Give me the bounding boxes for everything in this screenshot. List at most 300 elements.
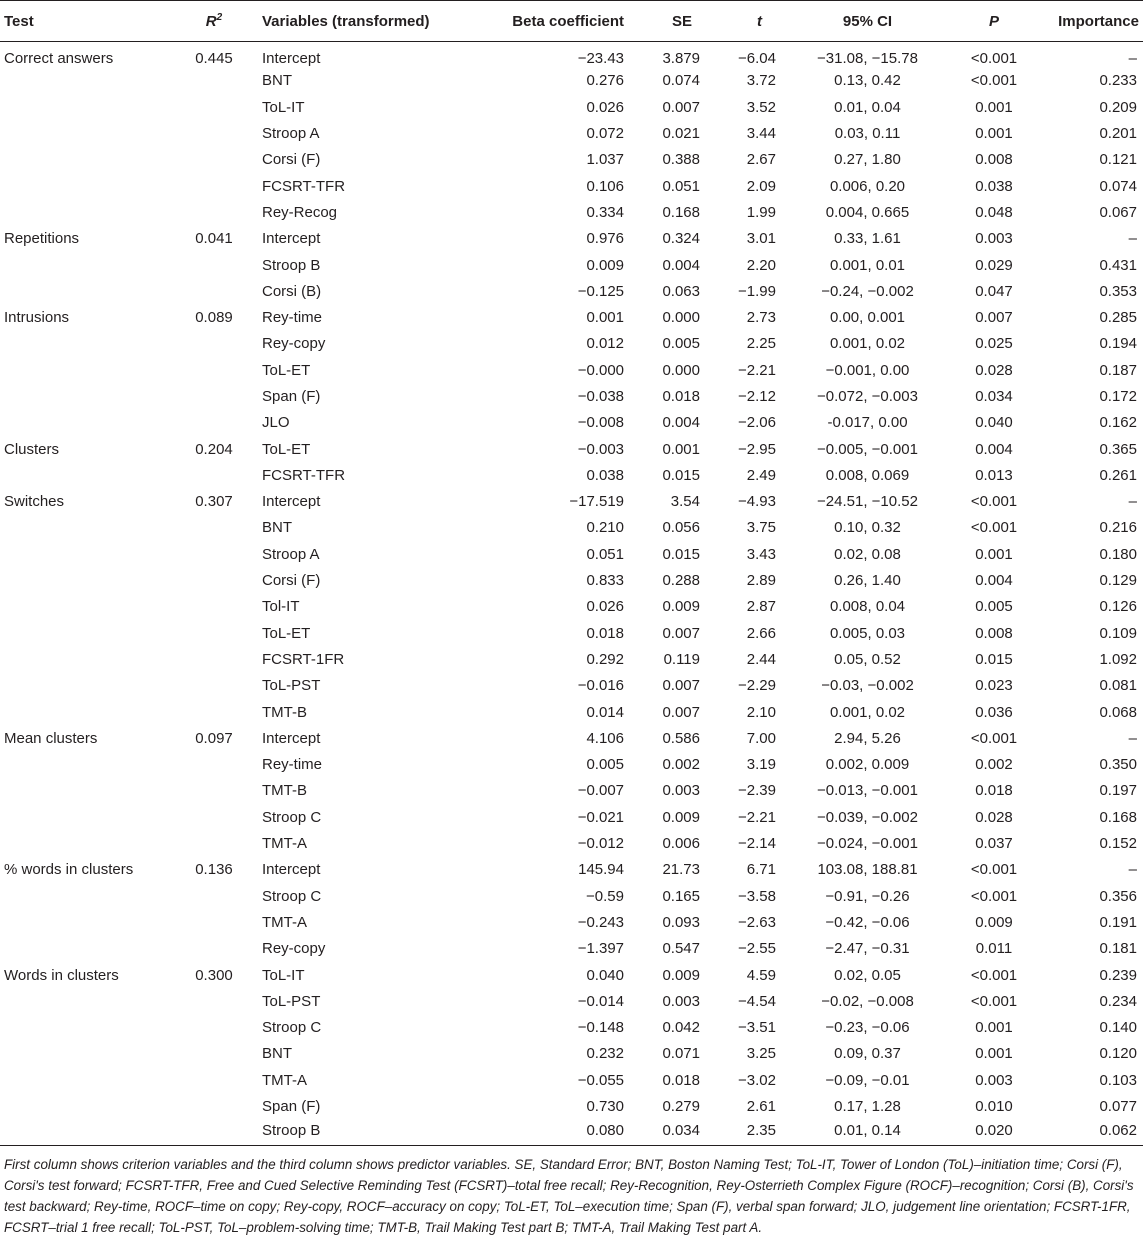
cell-importance: 0.121 xyxy=(1099,151,1137,169)
cell-test xyxy=(0,646,170,672)
cell-r2 xyxy=(170,199,258,225)
cell-se: 0.007 xyxy=(662,98,700,116)
cell-t: 2.35 xyxy=(700,1120,780,1146)
cell-r2 xyxy=(170,383,258,409)
cell-beta: 0.976 xyxy=(586,230,624,248)
cell-importance: 0.152 xyxy=(1099,835,1137,853)
cell-ci: −31.08, −15.78 xyxy=(817,50,918,68)
cell-p: 0.002 xyxy=(975,756,1013,774)
cell-beta: 0.051 xyxy=(586,545,624,563)
cell-ci: −2.47, −0.31 xyxy=(825,940,910,958)
cell-test xyxy=(0,1120,170,1146)
cell-t: 4.59 xyxy=(746,966,776,984)
cell-r2 xyxy=(170,541,258,567)
cell-se: 0.007 xyxy=(662,703,700,721)
table-row xyxy=(0,1041,1143,1067)
cell-test xyxy=(0,357,170,383)
cell-se: 0.004 xyxy=(662,256,700,274)
cell-t: 3.19 xyxy=(746,756,776,774)
cell-variable: Span (F) xyxy=(262,388,321,405)
cell-r2 xyxy=(170,1093,258,1119)
cell-ci: -0.017, 0.00 xyxy=(827,414,908,432)
cell-se: 0.071 xyxy=(662,1045,700,1063)
cell-p: <0.001 xyxy=(970,72,1018,90)
cell-r2: 0.097 xyxy=(195,729,233,747)
cell-r2 xyxy=(170,120,258,146)
cell-variable: BNT xyxy=(262,519,292,537)
cell-test xyxy=(0,199,170,225)
cell-ci: −24.51, −10.52 xyxy=(817,493,918,511)
cell-importance: 0.201 xyxy=(1099,125,1137,143)
cell-t: 7.00 xyxy=(746,729,776,747)
cell-r2 xyxy=(170,515,258,541)
cell-p: 0.003 xyxy=(975,1071,1013,1089)
cell-ci: 103.08, 188.81 xyxy=(817,861,918,879)
cell-test xyxy=(0,252,170,278)
cell-p: 0.047 xyxy=(975,282,1013,300)
cell-test xyxy=(0,410,170,436)
cell-ci: −0.23, −0.06 xyxy=(825,1019,910,1037)
cell-variable: FCSRT-TFR xyxy=(262,177,346,195)
cell-t: −2.14 xyxy=(738,835,776,853)
cell-se: 0.586 xyxy=(662,729,700,747)
cell-variable: BNT xyxy=(262,1045,292,1063)
cell-importance: 0.350 xyxy=(1099,756,1137,774)
cell-ci: 0.02, 0.08 xyxy=(834,545,901,563)
cell-ci: 0.17, 1.28 xyxy=(834,1098,901,1116)
cell-importance: 0.191 xyxy=(1099,913,1137,931)
cell-importance: 0.181 xyxy=(1099,940,1137,958)
cell-beta: −0.59 xyxy=(586,887,624,905)
table-row xyxy=(0,646,1143,672)
cell-test xyxy=(0,147,170,173)
cell-beta: 0.833 xyxy=(586,572,624,590)
cell-beta: −0.055 xyxy=(577,1071,624,1089)
cell-se: 0.168 xyxy=(662,203,700,221)
header-variables: Variables (transformed) xyxy=(258,1,456,42)
cell-ci: 0.33, 1.61 xyxy=(834,230,901,248)
cell-se: 0.000 xyxy=(662,309,700,327)
cell-importance: 0.168 xyxy=(1099,808,1137,826)
cell-beta: 0.334 xyxy=(586,203,624,221)
cell-t: 2.67 xyxy=(746,151,776,169)
cell-r2: 0.089 xyxy=(195,309,233,327)
cell-p: 0.034 xyxy=(975,388,1013,405)
cell-ci: 0.26, 1.40 xyxy=(834,572,901,590)
cell-ci: −0.91, −0.26 xyxy=(825,887,910,905)
table-row xyxy=(0,147,1143,173)
cell-importance: 0.187 xyxy=(1099,361,1137,379)
table-row xyxy=(0,830,1143,856)
cell-variable: Corsi (F) xyxy=(262,151,321,169)
cell-se: 0.009 xyxy=(662,598,700,616)
cell-test xyxy=(0,594,170,620)
cell-se: 0.021 xyxy=(662,125,700,143)
cell-p: 0.008 xyxy=(975,624,1013,642)
cell-p: 0.010 xyxy=(975,1098,1013,1116)
table-row xyxy=(0,594,1143,620)
cell-se: 0.018 xyxy=(662,1071,700,1089)
cell-ci: 0.27, 1.80 xyxy=(834,151,901,169)
cell-r2 xyxy=(170,673,258,699)
cell-t: −2.95 xyxy=(738,440,776,458)
table-row xyxy=(0,42,1143,68)
table-row xyxy=(0,120,1143,146)
cell-importance: 0.353 xyxy=(1099,282,1137,300)
cell-importance: 0.172 xyxy=(1099,388,1137,405)
cell-ci: −0.42, −0.06 xyxy=(825,913,910,931)
cell-beta: −0.148 xyxy=(577,1019,624,1037)
cell-r2 xyxy=(170,1067,258,1093)
table-row xyxy=(0,1120,1143,1146)
cell-r2 xyxy=(170,94,258,120)
cell-ci: −0.005, −0.001 xyxy=(817,440,918,458)
cell-p: <0.001 xyxy=(970,519,1018,537)
cell-t: 2.25 xyxy=(746,335,776,353)
table-row xyxy=(0,199,1143,225)
cell-se: 0.000 xyxy=(662,361,700,379)
cell-variable: Intercept xyxy=(262,493,321,511)
cell-p: 0.007 xyxy=(975,309,1013,327)
cell-test xyxy=(0,830,170,856)
cell-importance: – xyxy=(1128,230,1137,248)
cell-se: 3.879 xyxy=(662,50,700,68)
cell-se: 0.015 xyxy=(662,545,700,563)
cell-r2 xyxy=(170,988,258,1014)
cell-importance: 1.092 xyxy=(1099,650,1137,668)
cell-ci: 0.006, 0.20 xyxy=(829,177,906,195)
cell-ci: −0.24, −0.002 xyxy=(821,282,914,300)
cell-importance: 0.129 xyxy=(1099,572,1137,590)
cell-test xyxy=(0,331,170,357)
cell-variable: Rey-copy xyxy=(262,335,326,353)
cell-r2 xyxy=(170,936,258,962)
cell-ci: 0.02, 0.05 xyxy=(834,966,901,984)
cell-t: −2.39 xyxy=(738,782,776,800)
cell-variable: Rey-copy xyxy=(262,940,326,958)
header-beta: Beta coefficient xyxy=(456,1,628,42)
cell-test: Words in clusters xyxy=(4,966,119,984)
cell-r2 xyxy=(170,594,258,620)
cell-se: 0.074 xyxy=(662,72,700,90)
table-row xyxy=(0,173,1143,199)
cell-importance: 0.180 xyxy=(1099,545,1137,563)
cell-t: 3.25 xyxy=(746,1045,776,1063)
cell-test xyxy=(0,541,170,567)
cell-se: 0.034 xyxy=(628,1120,700,1146)
cell-beta: 0.080 xyxy=(456,1120,628,1146)
cell-test xyxy=(0,804,170,830)
cell-se: 0.007 xyxy=(662,677,700,695)
cell-importance: 0.261 xyxy=(1099,466,1137,484)
table-row xyxy=(0,94,1143,120)
cell-test xyxy=(0,1093,170,1119)
header-importance: Importance xyxy=(1033,1,1143,42)
cell-test xyxy=(0,620,170,646)
table-row xyxy=(0,962,1143,988)
cell-importance: – xyxy=(1128,493,1137,511)
cell-p: 0.008 xyxy=(975,151,1013,169)
cell-t: 2.44 xyxy=(746,650,776,668)
cell-se: 0.093 xyxy=(662,913,700,931)
cell-test xyxy=(0,988,170,1014)
cell-beta: 0.018 xyxy=(586,624,624,642)
cell-variable: ToL-ET xyxy=(262,440,311,458)
cell-p: 0.020 xyxy=(955,1120,1033,1146)
cell-beta: −0.003 xyxy=(577,440,624,458)
cell-ci: 0.004, 0.665 xyxy=(825,203,910,221)
table-row xyxy=(0,226,1143,252)
cell-p: 0.023 xyxy=(975,677,1013,695)
table-row xyxy=(0,857,1143,883)
cell-variable: ToL-IT xyxy=(262,98,305,116)
cell-beta: 0.040 xyxy=(586,966,624,984)
cell-ci: −0.013, −0.001 xyxy=(817,782,918,800)
cell-importance: 0.209 xyxy=(1099,98,1137,116)
cell-p: 0.038 xyxy=(975,177,1013,195)
header-row xyxy=(0,1,1143,42)
cell-t: −4.93 xyxy=(738,493,776,511)
cell-p: 0.003 xyxy=(975,230,1013,248)
cell-beta: −0.125 xyxy=(577,282,624,300)
header-ci: 95% CI xyxy=(780,1,955,42)
cell-beta: −0.008 xyxy=(577,414,624,432)
cell-t: −2.21 xyxy=(738,361,776,379)
cell-variable: TMT-A xyxy=(262,1071,307,1089)
cell-variable: BNT xyxy=(262,72,292,90)
cell-se: 0.005 xyxy=(662,335,700,353)
cell-r2 xyxy=(170,1120,258,1146)
table-row xyxy=(0,567,1143,593)
cell-t: 2.87 xyxy=(746,598,776,616)
cell-ci: −0.02, −0.008 xyxy=(821,992,914,1010)
cell-ci: 0.10, 0.32 xyxy=(834,519,901,537)
table-row xyxy=(0,278,1143,304)
cell-variable: Intercept xyxy=(262,861,321,879)
cell-test xyxy=(0,883,170,909)
table-row xyxy=(0,331,1143,357)
cell-importance: – xyxy=(1128,50,1137,68)
cell-variable: Stroop B xyxy=(262,256,321,274)
cell-beta: 1.037 xyxy=(586,151,624,169)
cell-variable: ToL-PST xyxy=(262,992,321,1010)
cell-beta: 0.026 xyxy=(586,98,624,116)
cell-r2: 0.445 xyxy=(195,50,233,68)
table-row xyxy=(0,383,1143,409)
cell-variable: Stroop A xyxy=(262,545,320,563)
cell-ci: 0.00, 0.001 xyxy=(829,309,906,327)
cell-importance: 0.067 xyxy=(1099,203,1137,221)
cell-test xyxy=(0,1067,170,1093)
table-row xyxy=(0,909,1143,935)
cell-t: 3.52 xyxy=(746,98,776,116)
cell-t: 2.61 xyxy=(746,1098,776,1116)
cell-beta: 0.730 xyxy=(586,1098,624,1116)
cell-beta: 0.001 xyxy=(586,309,624,327)
cell-se: 0.279 xyxy=(662,1098,700,1116)
cell-t: −2.29 xyxy=(738,677,776,695)
table-body xyxy=(0,42,1143,1146)
cell-variable: JLO xyxy=(262,414,290,432)
cell-test: Clusters xyxy=(4,440,60,458)
cell-ci: 0.008, 0.04 xyxy=(829,598,906,616)
table-row xyxy=(0,778,1143,804)
cell-importance: 0.216 xyxy=(1099,519,1137,537)
cell-variable: TMT-B xyxy=(262,782,307,800)
cell-se: 21.73 xyxy=(662,861,700,879)
cell-p: 0.028 xyxy=(975,361,1013,379)
table-row xyxy=(0,883,1143,909)
cell-beta: 4.106 xyxy=(586,729,624,747)
cell-t: 2.49 xyxy=(746,466,776,484)
table-row xyxy=(0,1067,1143,1093)
cell-variable: FCSRT-1FR xyxy=(262,650,345,668)
cell-ci: −0.072, −0.003 xyxy=(817,388,918,405)
header-test: Test xyxy=(0,1,170,42)
cell-se: 0.288 xyxy=(662,572,700,590)
cell-test xyxy=(0,515,170,541)
cell-se: 0.056 xyxy=(662,519,700,537)
cell-t: 3.44 xyxy=(746,125,776,143)
cell-test: Mean clusters xyxy=(4,729,98,747)
cell-variable: Corsi (F) xyxy=(262,572,321,590)
cell-se: 0.051 xyxy=(662,177,700,195)
cell-p: 0.036 xyxy=(975,703,1013,721)
cell-r2 xyxy=(170,1041,258,1067)
cell-test xyxy=(0,462,170,488)
cell-t: −2.21 xyxy=(738,808,776,826)
cell-p: 0.001 xyxy=(975,1019,1013,1037)
table-footnote: First column shows criterion variables and the third column shows predictor variables. SE, Standard Error; BNT, Boston Naming Test; ToL-IT, Tower of London (ToL)–initiation time; Corsi (F), Corsi's test forward; FCSRT-TFR, Free and Cued Selective Reminding Test (FCSRT)–total free recall; Rey-Recognition, Rey-Osterrieth Complex Figure (ROCF)–recognition; Corsi (B), Corsi's test backward; Rey-time, ROCF–time on copy; Rey-copy, ROCF–accuracy on copy; ToL-ET, ToL–execution time; Span (F), verbal span forward; JLO, judgement line orientation; FCSRT-1FR, FCSRT–trial 1 free recall; ToL-PST, ToL–problem-solving time; TMT-B, Trail Making Test part B; TMT-A, Trail Making Test part A. xyxy=(4,1157,1134,1236)
cell-ci: 0.008, 0.069 xyxy=(825,466,910,484)
cell-ci: −0.09, −0.01 xyxy=(825,1071,910,1089)
cell-se: 0.009 xyxy=(662,966,700,984)
cell-ci: −0.03, −0.002 xyxy=(821,677,914,695)
cell-test xyxy=(0,699,170,725)
cell-beta: 0.292 xyxy=(586,650,624,668)
cell-t: −6.04 xyxy=(738,50,776,68)
cell-r2: 0.300 xyxy=(195,966,233,984)
cell-ci: 2.94, 5.26 xyxy=(834,729,901,747)
cell-p: <0.001 xyxy=(970,887,1018,905)
cell-beta: 0.232 xyxy=(586,1045,624,1063)
cell-p: <0.001 xyxy=(970,729,1018,747)
cell-ci: 0.005, 0.03 xyxy=(829,624,906,642)
cell-p: 0.009 xyxy=(975,913,1013,931)
cell-importance: 0.062 xyxy=(1033,1120,1143,1146)
cell-importance: 0.074 xyxy=(1099,177,1137,195)
cell-p: 0.025 xyxy=(975,335,1013,353)
header-se: SE xyxy=(628,1,700,42)
cell-r2 xyxy=(170,804,258,830)
cell-test: Switches xyxy=(4,493,65,511)
cell-ci: 0.001, 0.02 xyxy=(829,703,906,721)
cell-importance: 0.194 xyxy=(1099,335,1137,353)
table-row xyxy=(0,673,1143,699)
header-r2 xyxy=(170,1,258,42)
cell-r2 xyxy=(170,331,258,357)
cell-importance: 0.234 xyxy=(1099,992,1137,1010)
cell-variable: ToL-ET xyxy=(262,361,311,379)
cell-r2 xyxy=(170,1014,258,1040)
cell-se: 0.063 xyxy=(662,282,700,300)
cell-importance: 0.068 xyxy=(1099,703,1137,721)
cell-t: −4.54 xyxy=(738,992,776,1010)
cell-r2 xyxy=(170,567,258,593)
cell-importance: 0.431 xyxy=(1099,256,1137,274)
cell-p: 0.028 xyxy=(975,808,1013,826)
table-row xyxy=(0,699,1143,725)
cell-t: −1.99 xyxy=(738,282,776,300)
header-t: t xyxy=(700,1,780,42)
cell-importance: 0.120 xyxy=(1099,1045,1137,1063)
cell-variable: Stroop A xyxy=(262,125,320,143)
cell-importance: 0.162 xyxy=(1099,414,1137,432)
cell-t: 1.99 xyxy=(746,203,776,221)
cell-test xyxy=(0,673,170,699)
table-row xyxy=(0,988,1143,1014)
cell-r2 xyxy=(170,646,258,672)
cell-beta: 0.038 xyxy=(586,466,624,484)
cell-test xyxy=(0,94,170,120)
cell-se: 0.388 xyxy=(662,151,700,169)
cell-r2: 0.041 xyxy=(195,230,233,248)
cell-p: 0.001 xyxy=(975,98,1013,116)
cell-t: −2.55 xyxy=(738,940,776,958)
cell-variable: Rey-Recog xyxy=(262,203,338,221)
cell-beta: 0.276 xyxy=(586,72,624,90)
table-row xyxy=(0,541,1143,567)
cell-r2 xyxy=(170,752,258,778)
cell-test xyxy=(0,909,170,935)
cell-test xyxy=(0,778,170,804)
cell-variable: TMT-B xyxy=(262,703,307,721)
cell-ci: 0.13, 0.42 xyxy=(834,72,901,90)
cell-ci: −0.039, −0.002 xyxy=(817,808,918,826)
cell-beta: 0.005 xyxy=(586,756,624,774)
cell-ci: 0.09, 0.37 xyxy=(834,1045,901,1063)
cell-p: <0.001 xyxy=(970,50,1018,68)
cell-variable: Rey-time xyxy=(262,309,323,327)
cell-t: 2.66 xyxy=(746,624,776,642)
cell-p: 0.040 xyxy=(975,414,1013,432)
cell-variable: TMT-A xyxy=(262,913,307,931)
cell-p: <0.001 xyxy=(970,861,1018,879)
cell-r2 xyxy=(170,909,258,935)
cell-r2 xyxy=(170,68,258,94)
cell-variable: Tol-IT xyxy=(262,598,300,616)
cell-importance: 0.285 xyxy=(1099,309,1137,327)
table-row xyxy=(0,252,1143,278)
cell-se: 0.009 xyxy=(662,808,700,826)
cell-test: % words in clusters xyxy=(4,861,134,879)
cell-p: 0.015 xyxy=(975,650,1013,668)
cell-p: <0.001 xyxy=(970,493,1018,511)
cell-t: 3.43 xyxy=(746,545,776,563)
cell-test xyxy=(0,173,170,199)
cell-variable: Corsi (B) xyxy=(262,282,322,300)
table-row xyxy=(0,357,1143,383)
cell-beta: −1.397 xyxy=(577,940,624,958)
table-row xyxy=(0,515,1143,541)
cell-t: 2.89 xyxy=(746,572,776,590)
cell-ci: 0.05, 0.52 xyxy=(834,650,901,668)
cell-variable: TMT-A xyxy=(262,835,307,853)
cell-importance: 0.356 xyxy=(1099,887,1137,905)
cell-r2 xyxy=(170,410,258,436)
cell-variable: Intercept xyxy=(262,50,321,68)
cell-ci: 0.001, 0.02 xyxy=(829,335,906,353)
